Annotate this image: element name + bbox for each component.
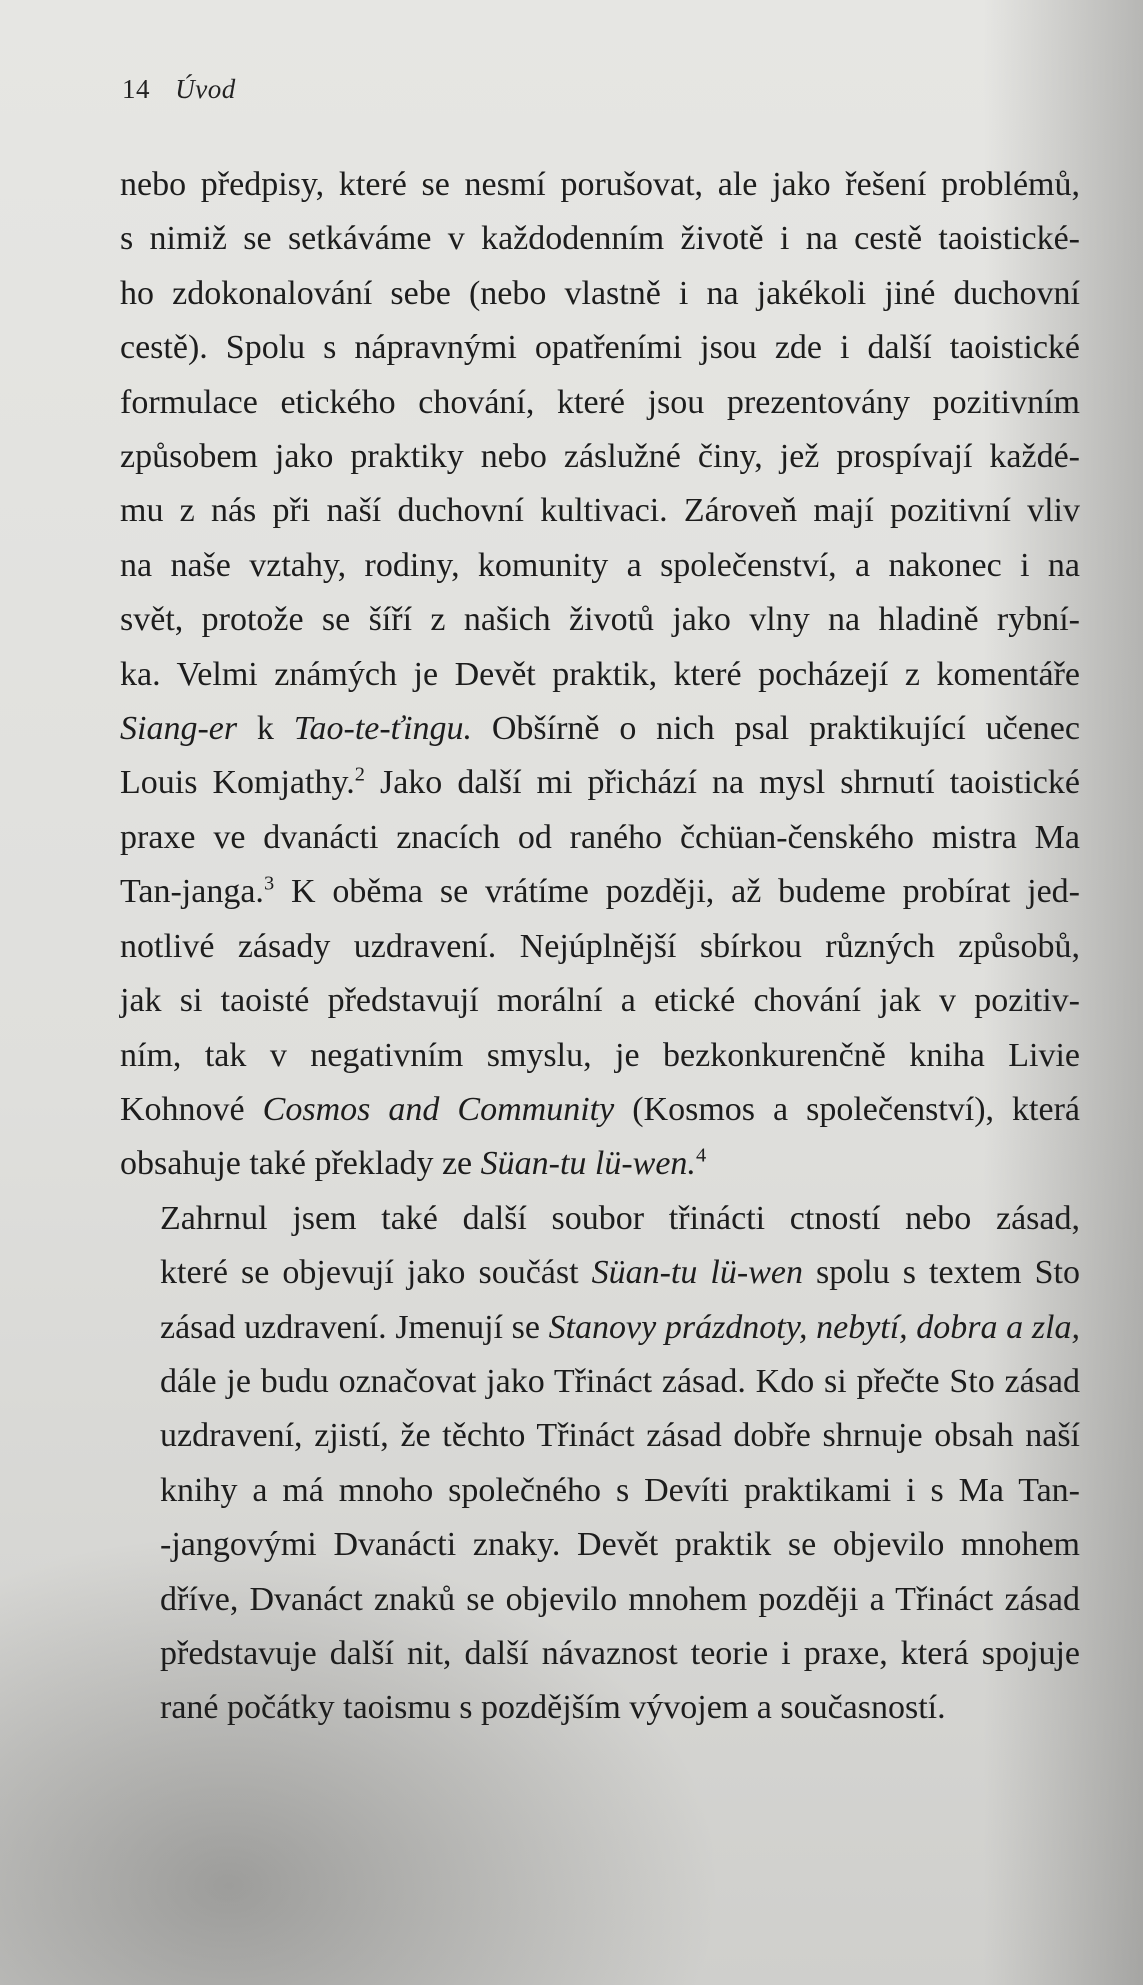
text-line: [120, 702, 1080, 756]
text-line: [120, 865, 1080, 919]
text-line: [120, 648, 1080, 702]
text-line: [120, 1518, 1080, 1572]
footnote-marker: 3: [263, 872, 275, 895]
text-line: [120, 1137, 1080, 1191]
text-line: [120, 430, 1080, 484]
text-run: svět, protože se šíří z našich životů jako vlny na hladině rybní-: [120, 601, 1080, 639]
text-run: k: [237, 710, 294, 748]
running-head: [122, 74, 236, 105]
text-line: [120, 484, 1080, 538]
text-run: Tan-janga.: [120, 873, 264, 911]
text-run: dále je budu označovat jako Třináct zásad. Kdo si přečte Sto zásad: [160, 1362, 1080, 1400]
text-run: knihy a má mnoho společného s Devíti praktikami i s Ma Tan-: [160, 1471, 1080, 1509]
text-line: [120, 212, 1080, 266]
text-line: [120, 267, 1080, 321]
italic-title: Stanovy prázdnoty, nebytí, dobra a zla,: [548, 1308, 1080, 1346]
text-line: [120, 974, 1080, 1028]
text-run: praxe ve dvanácti znacích od raného čchüan-čenského mistra Ma: [120, 818, 1080, 856]
text-line: [120, 1573, 1080, 1627]
text-line: [120, 1409, 1080, 1463]
text-run: Zahrnul jsem také další soubor třinácti ctností nebo zásad,: [160, 1199, 1080, 1237]
footnote-marker: 2: [354, 764, 365, 787]
text-line: [120, 811, 1080, 865]
body-text: [120, 158, 1080, 1736]
text-run: ka. Velmi známých je Devět praktik, které pocházejí z komentáře: [120, 655, 1080, 693]
text-run: (Kosmos a společenství), která: [614, 1090, 1080, 1128]
text-run: K oběma se vrátíme později, až budeme probírat jed-: [274, 873, 1080, 911]
text-run: rané počátky taoismu s pozdějším vývojem a současností.: [160, 1689, 946, 1727]
text-run: Louis Komjathy.: [120, 764, 355, 802]
text-line: [120, 376, 1080, 430]
text-run: Obšírně o nich psal praktikující učenec: [472, 710, 1080, 748]
text-run: ním, tak v negativním smyslu, je bezkonkurenčně kniha Livie: [120, 1036, 1080, 1074]
text-run: notlivé zásady uzdravení. Nejúplnější sbírkou různých způsobů,: [120, 927, 1080, 965]
text-line: [120, 1627, 1080, 1681]
text-run: Jako další mi přichází na mysl shrnutí taoistické: [364, 764, 1080, 802]
text-line: [120, 1681, 1080, 1735]
text-run: nebo předpisy, které se nesmí porušovat, ale jako řešení problémů,: [120, 166, 1080, 203]
text-line: [120, 593, 1080, 647]
italic-title: Tao-te-ťingu.: [293, 710, 473, 748]
text-line: [120, 1192, 1080, 1246]
text-run: způsobem jako praktiky nebo záslužné činy, jež prospívají každé-: [120, 438, 1080, 476]
italic-title: Cosmos and Community: [262, 1090, 615, 1128]
text-run: s nimiž se setkáváme v každodenním životě i na cestě taoistické-: [120, 220, 1080, 258]
italic-title: Süan-tu lü-wen.: [480, 1145, 696, 1183]
text-run: mu z nás při naší duchovní kultivaci. Zároveň mají pozitivní vliv: [120, 492, 1080, 530]
footnote-marker: 4: [695, 1144, 707, 1167]
text-line: [120, 539, 1080, 593]
text-line: [120, 1246, 1080, 1300]
section-title: Úvod: [175, 74, 236, 104]
text-line: [120, 920, 1080, 974]
italic-title: Siang-er: [120, 710, 238, 748]
text-line: [120, 1301, 1080, 1355]
text-run: jak si taoisté představují morální a etické chování jak v pozitiv-: [120, 982, 1080, 1020]
text-run: uzdravení, zjistí, že těchto Třináct zásad dobře shrnuje obsah naší: [160, 1417, 1080, 1455]
text-run: dříve, Dvanáct znaků se objevilo mnohem později a Třináct zásad: [160, 1580, 1080, 1618]
text-run: formulace etického chování, které jsou prezentovány pozitivním: [120, 383, 1080, 421]
text-run: představuje další nit, další návaznost teorie i praxe, která spojuje: [160, 1634, 1080, 1672]
paragraph: [120, 158, 1080, 1192]
text-line: [120, 1355, 1080, 1409]
text-line: [120, 321, 1080, 375]
text-run: zásad uzdravení. Jmenují se: [160, 1308, 549, 1346]
text-line: [120, 1029, 1080, 1083]
text-run: -jangovými Dvanácti znaky. Devět praktik se objevilo mnohem: [160, 1526, 1080, 1564]
text-run: na naše vztahy, rodiny, komunity a společenství, a nakonec i na: [120, 546, 1080, 584]
text-run: cestě). Spolu s nápravnými opatřeními jsou zde i další taoistické: [120, 329, 1080, 367]
text-run: ho zdokonalování sebe (nebo vlastně i na jakékoli jiné duchovní: [120, 274, 1080, 312]
text-line: [120, 158, 1080, 212]
text-run: spolu s textem Sto: [802, 1254, 1080, 1292]
page-number: 14: [122, 74, 150, 104]
text-run: které se objevují jako součást: [160, 1254, 592, 1292]
text-run: Kohnové: [120, 1090, 263, 1128]
text-line: [120, 1083, 1080, 1137]
paragraph: [120, 1192, 1080, 1736]
text-line: [120, 1464, 1080, 1518]
text-run: obsahuje také překlady ze: [120, 1145, 481, 1183]
italic-title: Süan-tu lü-wen: [591, 1254, 803, 1292]
text-line: [120, 756, 1080, 810]
